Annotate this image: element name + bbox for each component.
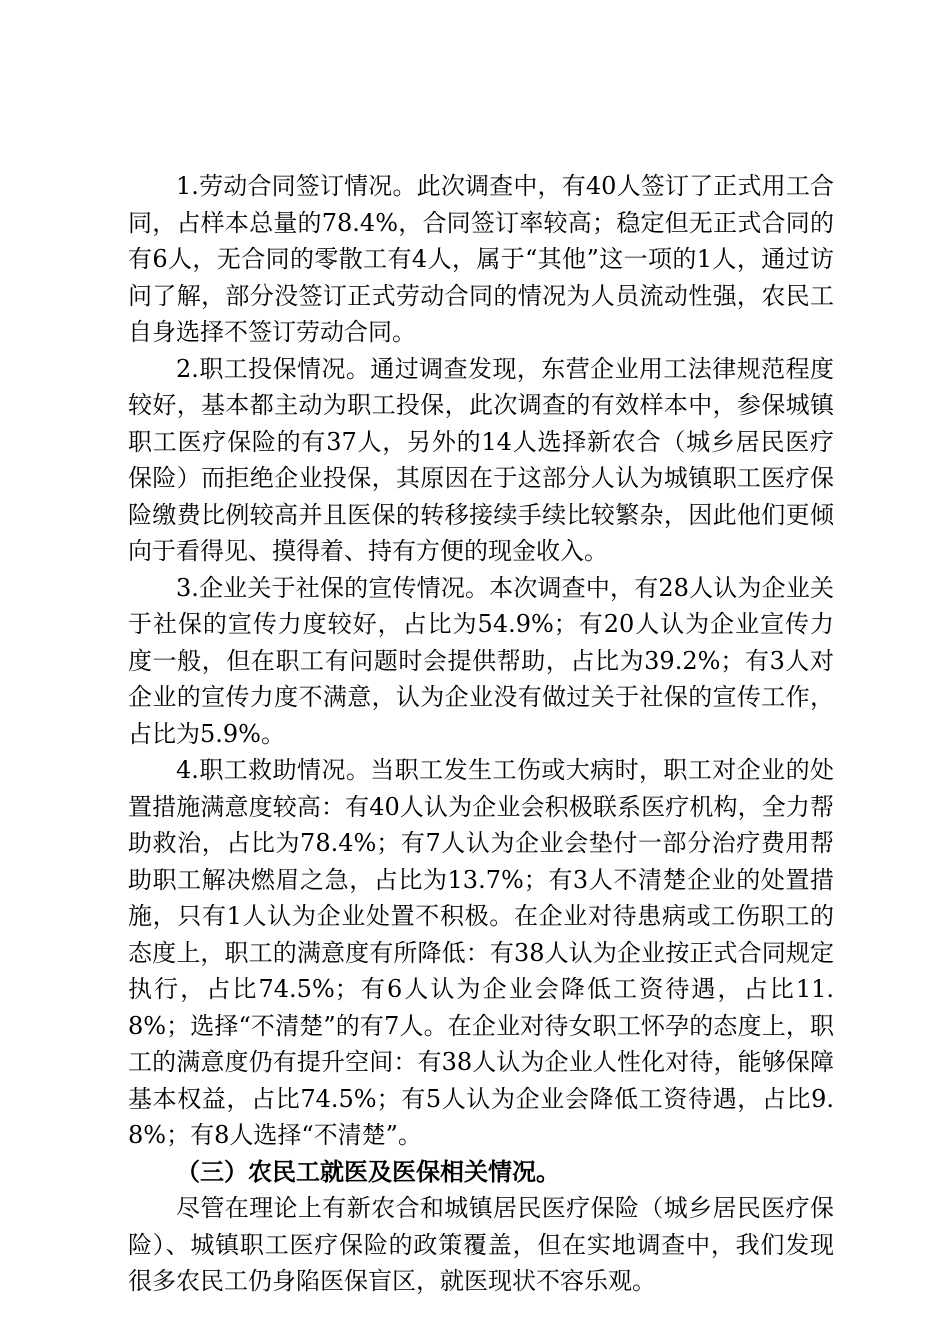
section-heading: （三）农民工就医及医保相关情况。 — [176, 1157, 560, 1186]
paragraph-employee-insurance: 2.职工投保情况。通过调查发现，东营企业用工法律规范程度较好，基本都主动为职工投保，此次调查的有效样本中，参保城镇职工医疗保险的有37人，另外的14人选择新农合（城乡居民医疗保险）而拒绝企业投保，其原因在于这部分人认为城镇职工医疗保险缴费比例较高并且医保的转移接续手续比较繁杂，因此他们更倾向于看得见、摸得着、持有方便的现金收入。 — [128, 354, 834, 565]
paragraph-employee-assistance: 4.职工救助情况。当职工发生工伤或大病时，职工对企业的处置措施满意度较高：有40人认为企业会积极联系医疗机构，全力帮助救治，占比为78.4%；有7人认为企业会垫付一部分治疗费用帮助职工解决燃眉之急，占比为13.7%；有3人不清楚企业的处置措施，只有1人认为企业处置不积极。在企业对待患病或工伤职工的态度上，职工的满意度有所降低：有38人认为企业按正式合同规定执行，占比74.5%；有6人认为企业会降低工资待遇，占比11.8%；选择“不清楚”的有7人。在企业对待女职工怀孕的态度上，职工的满意度仍有提升空间：有38人认为企业人性化对待，能够保障基本权益，占比74.5%；有5人认为企业会降低工资待遇，占比9.8%；有8人选择“不清楚”。 — [128, 756, 834, 1149]
document-body — [128, 168, 834, 1300]
paragraph-labor-contract: 1.劳动合同签订情况。此次调查中，有40人签订了正式用工合同，占样本总量的78.4%，合同签订率较高；稳定但无正式合同的有6人，无合同的零散工有4人，属于“其他”这一项的1人，通过访问了解，部分没签订正式劳动合同的情况为人员流动性强，农民工自身选择不签订劳动合同。 — [128, 172, 834, 346]
paragraph-social-security-publicity: 3.企业关于社保的宣传情况。本次调查中，有28人认为企业关于社保的宣传力度较好，占比为54.9%；有20人认为企业宣传力度一般，但在职工有问题时会提供帮助，占比为39.2%；有3人对企业的宣传力度不满意，认为企业没有做过关于社保的宣传工作，占比为5.9%。 — [128, 573, 834, 748]
paragraph-medical-coverage: 尽管在理论上有新农合和城镇居民医疗保险（城乡居民医疗保险）、城镇职工医疗保险的政策覆盖，但在实地调查中，我们发现很多农民工仍身陷医保盲区，就医现状不容乐观。 — [128, 1194, 834, 1295]
